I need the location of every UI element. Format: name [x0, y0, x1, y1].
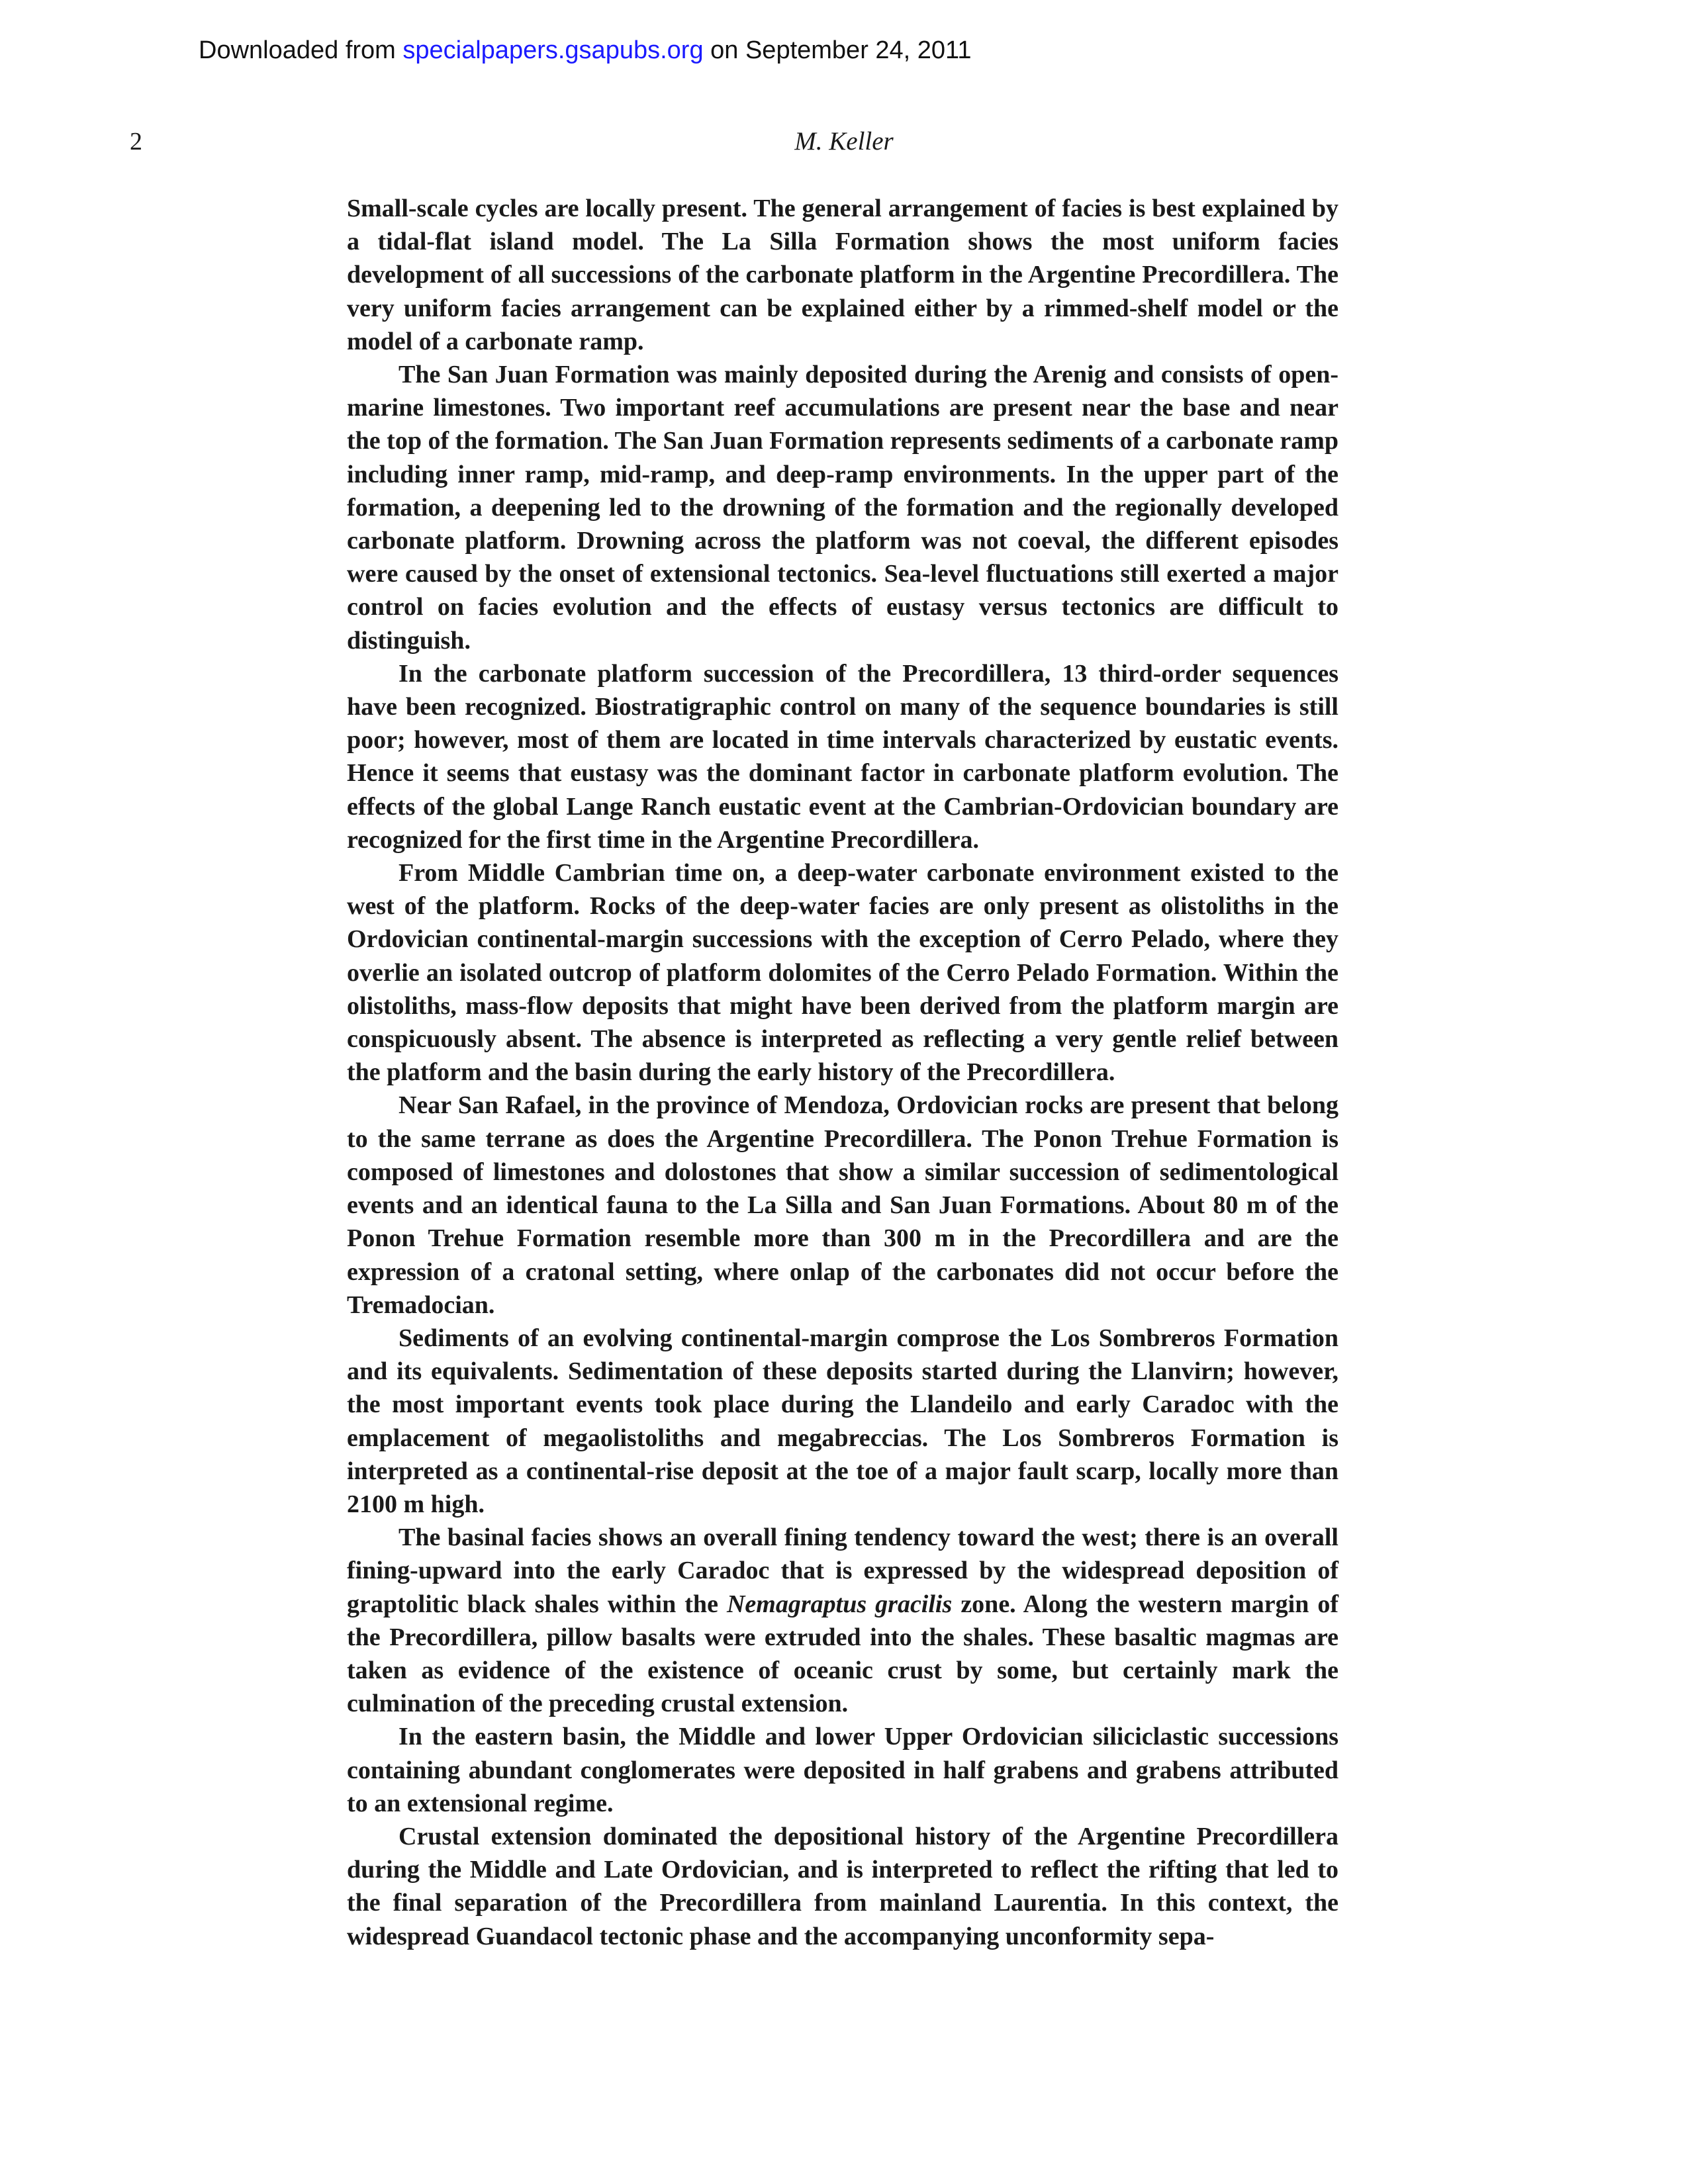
paragraph-san-juan: The San Juan Formation was mainly deposited during the Arenig and consists of open-marine limestones. Two important reef accumulations are present near the base and near the top of the formation. The San Juan Formation represents sediments of a carbonate ramp including inner ramp, mid-ramp, and deep-ramp environments. In the upper part of the formation, a deepening led to the drowning of the formation and the regionally developed carbonate platform. Drowning across the platform was not coeval, the different episodes were caused by the onset of extensional tectonics. Sea-level fluctuations still exerted a major control on facies evolution and the effects of eustasy versus tectonics are difficult to distinguish. [347, 361, 1338, 655]
basinal-text-before: The basinal facies shows an overall fining tendency toward the west; there is an overall fining-upward into the early Caradoc that is expressed by the widespread deposition of graptolitic black shales within the [347, 1524, 1338, 1618]
taxon-name: Nemagraptus gracilis [726, 1590, 953, 1618]
running-head-author: M. Keller [794, 127, 894, 156]
download-prefix: Downloaded from [199, 36, 403, 64]
paragraph-eastern-basin: In the eastern basin, the Middle and lower Upper Ordovician siliciclastic successions containing abundant conglomerates were deposited in half grabens and grabens attributed to an extensional regime. [347, 1723, 1338, 1817]
download-suffix: on September 24, 2011 [703, 36, 972, 64]
paragraph-crustal-extension: Crustal extension dominated the depositional history of the Argentine Precordillera during the Middle and Late Ordovician, and is interpreted to reflect the rifting that led to the final separation of the Precordillera from mainland Laurentia. In this context, the widespread Guandacol tectonic phase and the accompanying unconformity sepa- [347, 1822, 1338, 1950]
paragraph-basinal-facies [347, 1521, 1338, 1720]
article-body [347, 192, 1338, 1953]
page-number: 2 [130, 128, 142, 156]
paragraph-los-sombreros: Sediments of an evolving continental-margin comprose the Los Sombreros Formation and its equivalents. Sedimentation of these deposits started during the Llanvirn; however, the most important events took place during the Llandeilo and early Caradoc with the emplacement of megaolistoliths and megabreccias. The Los Sombreros Formation is interpreted as a continental-rise deposit at the toe of a major fault scarp, locally more than 2100 m high. [347, 1324, 1338, 1518]
download-notice [199, 34, 972, 66]
paragraph-la-silla: Small-scale cycles are locally present. The general arrangement of facies is best explained by a tidal-flat island model. The La Silla Formation shows the most uniform facies development of all successions of the carbonate platform in the Argentine Precordillera. The very uniform facies arrangement can be explained either by a rimmed-shelf model or the model of a carbonate ramp. [347, 195, 1338, 355]
download-site-link[interactable]: specialpapers.gsapubs.org [402, 36, 704, 64]
paragraph-san-rafael: Near San Rafael, in the province of Mendoza, Ordovician rocks are present that belong to the same terrane as does the Argentine Precordillera. The Ponon Trehue Formation is composed of limestones and dolostones that show a similar succession of sedimentological events and an identical fauna to the La Silla and San Juan Formations. About 80 m of the Ponon Trehue Formation resemble more than 300 m in the Precordillera and are the expression of a cratonal setting, where onlap of the carbonates did not occur before the Tremadocian. [347, 1091, 1338, 1319]
basinal-text-after: zone. Along the western margin of the Precordillera, pillow basalts were extruded into the shales. These basaltic magmas are taken as evidence of the existence of oceanic crust by some, but certainly mark the culmination of the preceding crustal extension. [347, 1590, 1339, 1718]
paragraph-sequences: In the carbonate platform succession of the Precordillera, 13 third-order sequences have been recognized. Biostratigraphic control on many of the sequence boundaries is still poor; however, most of them are located in time intervals characterized by eustatic events. Hence it seems that eustasy was the dominant factor in carbonate platform evolution. The effects of the global Lange Ranch eustatic event at the Cambrian-Ordovician boundary are recognized for the first time in the Argentine Precordillera. [347, 659, 1338, 854]
paragraph-deep-water: From Middle Cambrian time on, a deep-water carbonate environment existed to the west of the platform. Rocks of the deep-water facies are only present as olistoliths in the Ordovician continental-margin successions with the exception of Cerro Pelado, where they overlie an isolated outcrop of platform dolomites of the Cerro Pelado Formation. Within the olistoliths, mass-flow deposits that might have been derived from the platform margin are conspicuously absent. The absence is interpreted as reflecting a very gentle relief between the platform and the basin during the early history of the Precordillera. [347, 859, 1338, 1087]
